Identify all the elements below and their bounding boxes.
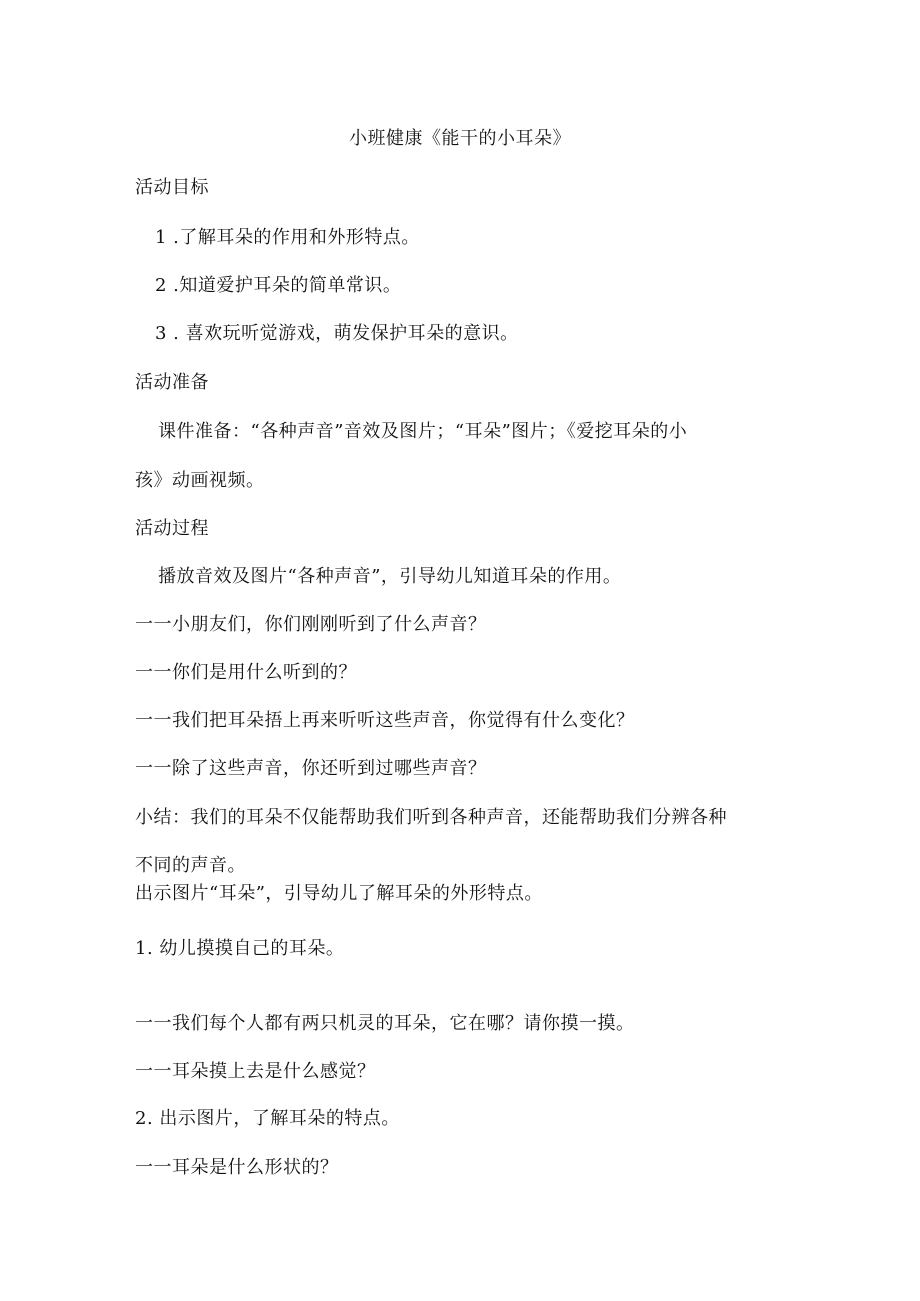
summary-line-2: 不同的声音。 [135,855,246,876]
section-heading-prep: 活动准备 [135,372,209,393]
question-line: 一一耳朵是什么形状的？ [135,1157,339,1178]
step-1: 1. 幼儿摸摸自己的耳朵。 [135,938,345,959]
goal-item-1: 1 .了解耳朵的作用和外形特点。 [155,227,420,248]
question-line: 一一你们是用什么听到的？ [135,662,357,683]
question-line: 一一除了这些声音，你还听到过哪些声音？ [135,758,487,779]
prep-text-line-2: 孩》动画视频。 [135,470,265,491]
show-ear-paragraph: 出示图片“耳朵”，引导幼儿了解耳朵的外形特点。 [135,883,543,904]
question-line: 一一我们每个人都有两只机灵的耳朵，它在哪？请你摸一摸。 [135,1013,635,1034]
process-intro: 播放音效及图片“各种声音”，引导幼儿知道耳朵的作用。 [158,566,622,587]
prep-text-line-1: 课件准备：“各种声音”音效及图片；“耳朵”图片；《爱挖耳朵的小 [158,421,688,442]
goal-item-3: 3 . 喜欢玩听觉游戏，萌发保护耳朵的意识。 [155,323,519,344]
section-heading-goals: 活动目标 [135,177,209,198]
summary-line-1: 小结：我们的耳朵不仅能帮助我们听到各种声音，还能帮助我们分辨各种 [135,807,727,828]
step-2: 2. 出示图片，了解耳朵的特点。 [135,1108,400,1129]
goal-item-2: 2 .知道爱护耳朵的简单常识。 [155,275,402,296]
question-line: 一一我们把耳朵捂上再来听听这些声音，你觉得有什么变化？ [135,710,635,731]
question-line: 一一小朋友们，你们刚刚听到了什么声音？ [135,614,487,635]
section-heading-process: 活动过程 [135,518,209,539]
document-title: 小班健康《能干的小耳朵》 [349,128,571,149]
question-line: 一一耳朵摸上去是什么感觉？ [135,1061,376,1082]
